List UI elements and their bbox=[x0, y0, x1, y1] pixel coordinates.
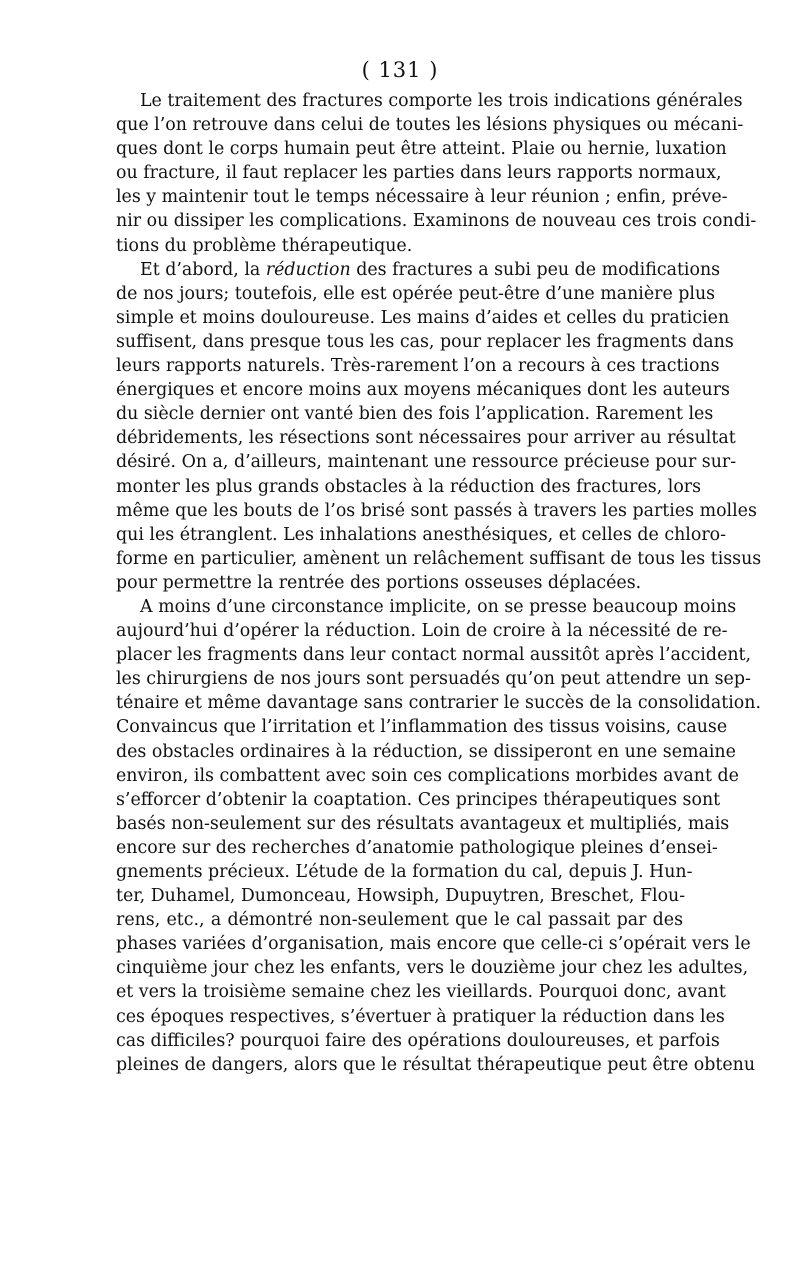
text-line: énergiques et encore moins aux moyens mécaniques dont les auteurs bbox=[116, 380, 730, 401]
text-line: désiré. On a, d’ailleurs, maintenant une ressource précieuse pour sur- bbox=[116, 452, 737, 473]
text-line: tions du problème thérapeutique. bbox=[116, 235, 413, 256]
text-line: ter, Duhamel, Dumonceau, Howsiph, Dupuytren, Breschet, Flou- bbox=[116, 886, 686, 907]
text-line: placer les fragments dans leur contact normal aussitôt après l’accident, bbox=[116, 645, 752, 666]
text-line: pleines de dangers, alors que le résultat thérapeutique peut être obtenu bbox=[116, 1054, 756, 1075]
text-line: simple et moins douloureuse. Les mains d’aides et celles du praticien bbox=[116, 307, 730, 328]
text-line: phases variées d’organisation, mais encore que celle-ci s’opérait vers le bbox=[116, 934, 751, 955]
text-line: leurs rapports naturels. Très-rarement l’on a recours à ces tractions bbox=[116, 356, 720, 377]
paragraph-3 bbox=[116, 595, 761, 1077]
text-line: des obstacles ordinaires à la réduction, se dissiperont en une semaine bbox=[116, 741, 736, 762]
body-text bbox=[116, 89, 762, 1077]
text-line: nir ou dissiper les complications. Examinons de nouveau ces trois condi- bbox=[116, 211, 757, 232]
emphasis-reduction: réduction bbox=[265, 259, 351, 280]
text-line: gnements précieux. L’étude de la formation du cal, depuis J. Hun- bbox=[116, 862, 693, 882]
text-line: s’efforcer d’obtenir la coaptation. Ces principes thérapeutiques sont bbox=[116, 789, 721, 810]
text-line: A moins d’une circonstance implicite, on se presse beaucoup moins bbox=[140, 596, 737, 617]
paragraph-1 bbox=[116, 89, 757, 258]
page-number: ( 131 ) bbox=[361, 58, 439, 82]
text-line: qui les étranglent. Les inhalations anesthésiques, et celles de chloro- bbox=[116, 524, 726, 545]
text-run: Et d’abord, la bbox=[140, 259, 266, 280]
text-line: aujourd’hui d’opérer la réduction. Loin de croire à la nécessité de re- bbox=[116, 621, 728, 642]
text-line: même que les bouts de l’os brisé sont passés à travers les parties molles bbox=[116, 500, 757, 521]
text-line: et vers la troisième semaine chez les vieillards. Pourquoi donc, avant bbox=[116, 982, 726, 1003]
text-line: ténaire et même davantage sans contrarier le succès de la consolidation. bbox=[116, 693, 761, 714]
text-line: suffisent, dans presque tous les cas, pour replacer les fragments dans bbox=[116, 331, 734, 352]
text-line: cinquième jour chez les enfants, vers le douzième jour chez les adultes, bbox=[116, 958, 749, 979]
text-line: débridements, les résections sont nécessaires pour arriver au résultat bbox=[116, 428, 736, 449]
text-run: des fractures a subi peu de modifications bbox=[350, 259, 721, 280]
text-line: pour permettre la rentrée des portions osseuses déplacées. bbox=[116, 572, 642, 593]
text-line bbox=[116, 258, 721, 282]
paragraph-2 bbox=[116, 258, 762, 595]
text-line: Le traitement des fractures comporte les trois indications générales bbox=[140, 91, 743, 111]
text-line: ques dont le corps humain peut être atteint. Plaie ou hernie, luxation bbox=[116, 139, 727, 160]
text-line: du siècle dernier ont vanté bien des fois l’application. Rarement les bbox=[116, 404, 714, 425]
text-line: ces époques respectives, s’évertuer à pratiquer la réduction dans les bbox=[116, 1006, 725, 1027]
text-line: les y maintenir tout le temps nécessaire à leur réunion ; enfin, préve- bbox=[116, 187, 728, 208]
text-line: Convaincus que l’irritation et l’inflammation des tissus voisins, cause bbox=[116, 717, 728, 738]
text-line: de nos jours; toutefois, elle est opérée peut-être d’une manière plus bbox=[116, 283, 716, 304]
text-line: forme en particulier, amènent un relâchement suffisant de tous les tissus bbox=[116, 548, 762, 569]
text-line: monter les plus grands obstacles à la réduction des fractures, lors bbox=[116, 476, 702, 497]
text-line: basés non-seulement sur des résultats avantageux et multipliés, mais bbox=[116, 813, 730, 834]
text-line: les chirurgiens de nos jours sont persuadés qu’on peut attendre un sep- bbox=[116, 669, 751, 690]
text-line: cas difficiles? pourquoi faire des opérations douloureuses, et parfois bbox=[116, 1030, 720, 1051]
text-line: ou fracture, il faut replacer les parties dans leurs rapports normaux, bbox=[116, 163, 722, 184]
text-line: que l’on retrouve dans celui de toutes les lésions physiques ou mécani- bbox=[116, 115, 744, 136]
text-line: environ, ils combattent avec soin ces complications morbides avant de bbox=[116, 765, 739, 786]
text-line: encore sur des recherches d’anatomie pathologique pleines d’ensei- bbox=[116, 837, 718, 858]
text-line: rens, etc., a démontré non-seulement que le cal passait par des bbox=[116, 910, 683, 931]
